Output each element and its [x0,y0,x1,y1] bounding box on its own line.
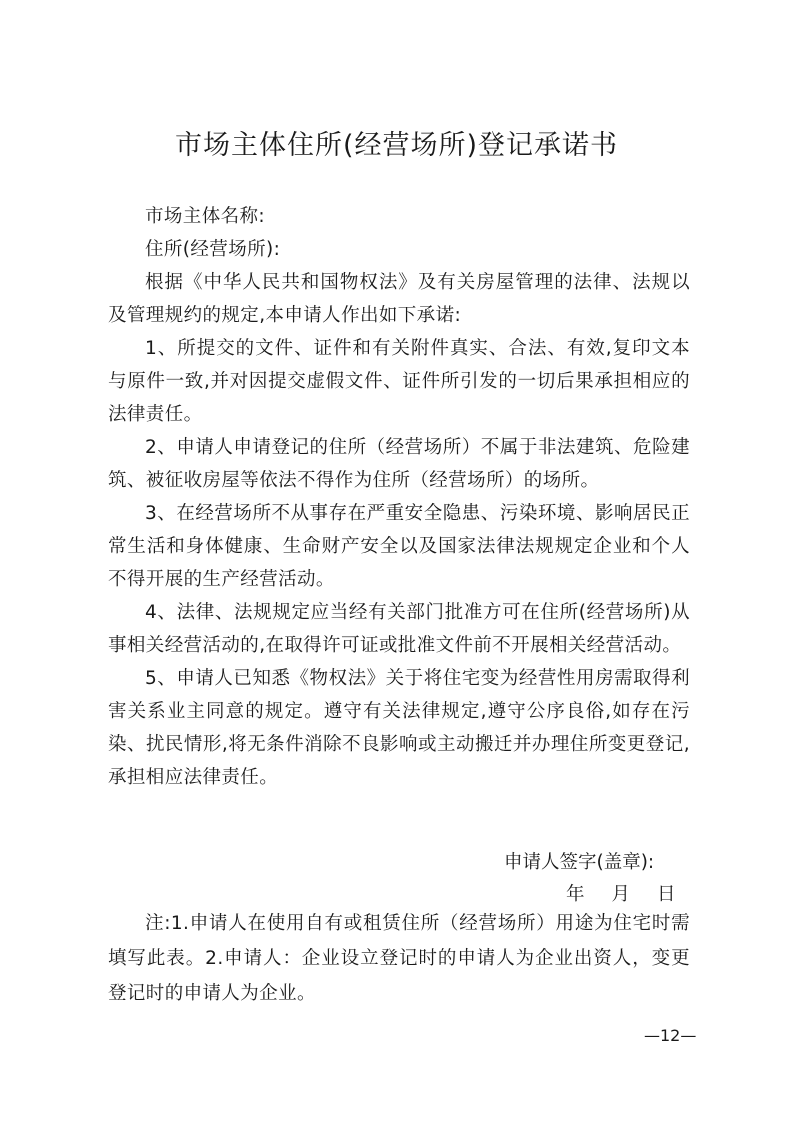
address-field-label: 住所(经营场所): [145,239,281,260]
commitment-item-3: 3、在经营场所不从事存在严重安全隐患、污染环境、影响居民正常生活和身体健康、生命财产安全以及国家法律法规规定企业和个人不得开展的生产经营活动。 [108,503,690,590]
date-year: 年 [566,884,585,905]
intro-paragraph: 根据《中华人民共和国物权法》及有关房屋管理的法律、法规以及管理规约的规定,本申请人作出如下承诺: [108,272,690,326]
document-title: 市场主体住所(经营场所)登记承诺书 [174,130,619,161]
commitment-body [108,200,690,794]
page-number: —12— [644,1026,697,1045]
commitment-item-1: 1、所提交的文件、证件和有关附件真实、合法、有效,复印文本与原件一致,并对因提交虚假文件、证件所引发的一切后果承担相应的法律责任。 [108,338,690,425]
signature-label: 申请人签字(盖章): [504,852,655,873]
date-day: 日 [657,884,676,905]
commitment-item-5: 5、申请人已知悉《物权法》关于将住宅变为经营性用房需取得利害关系业主同意的规定。遵守有关法律规定,遵守公序良俗,如存在污染、扰民情形,将无条件消除不良影响或主动搬迁并办理住所变更登记,承担相应法律责任。 [108,668,690,788]
commitment-item-4: 4、法律、法规规定应当经有关部门批准方可在住所(经营场所)从事相关经营活动的,在取得许可证或批准文件前不开展相关经营活动。 [108,602,690,656]
entity-name-field-label: 市场主体名称: [145,206,266,227]
note-section [108,906,690,1011]
date-month: 月 [611,884,631,905]
commitment-item-2: 2、申请人申请登记的住所（经营场所）不属于非法建筑、危险建筑、被征收房屋等依法不得作为住所（经营场所）的场所。 [108,437,690,491]
note-text: 注:1.申请人在使用自有或租赁住所（经营场所）用途为住宅时需填写此表。2.申请人：企业设立登记时的申请人为企业出资人，变更登记时的申请人为企业。 [108,913,690,1004]
